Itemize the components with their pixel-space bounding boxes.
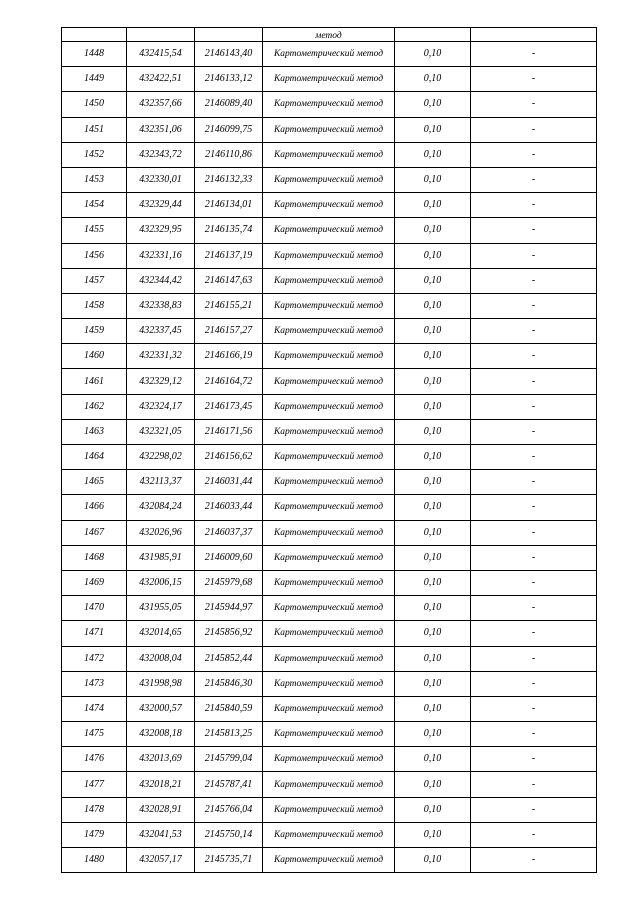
table-row: [62, 470, 597, 495]
table-row: [62, 67, 597, 92]
cell-x-coordinate: 431985,91: [127, 545, 195, 570]
cell-accuracy: 0,10: [395, 545, 471, 570]
cell-note: -: [471, 319, 597, 344]
cell-accuracy: 0,10: [395, 419, 471, 444]
cell-y-coordinate: 2145787,41: [195, 772, 263, 797]
cell-x-coordinate: 432415,54: [127, 42, 195, 67]
table-row: [62, 445, 597, 470]
cell-accuracy: 0,10: [395, 67, 471, 92]
cell-y-coordinate: 2145856,92: [195, 621, 263, 646]
cell-method: Картометрический метод: [263, 268, 395, 293]
cell-x-coordinate: 432337,45: [127, 319, 195, 344]
cell-note: -: [471, 671, 597, 696]
table-row: [62, 319, 597, 344]
cell-point-number: 1469: [62, 570, 127, 595]
cell-note: -: [471, 268, 597, 293]
cell-note: [471, 28, 597, 42]
cell-accuracy: 0,10: [395, 747, 471, 772]
table-row-fragment: [62, 28, 597, 42]
table-row: [62, 142, 597, 167]
cell-accuracy: 0,10: [395, 797, 471, 822]
cell-accuracy: 0,10: [395, 142, 471, 167]
cell-point-number: 1458: [62, 293, 127, 318]
cell-point-number: 1464: [62, 445, 127, 470]
cell-point-number: 1474: [62, 696, 127, 721]
cell-method: Картометрический метод: [263, 621, 395, 646]
cell-method: Картометрический метод: [263, 419, 395, 444]
cell-y-coordinate: 2145766,04: [195, 797, 263, 822]
cell-point-number: 1453: [62, 167, 127, 192]
cell-x-coordinate: 432028,91: [127, 797, 195, 822]
table-row: [62, 495, 597, 520]
cell-note: -: [471, 495, 597, 520]
table-row: [62, 193, 597, 218]
cell-x-coordinate: 432013,69: [127, 747, 195, 772]
cell-method: Картометрический метод: [263, 520, 395, 545]
cell-accuracy: 0,10: [395, 470, 471, 495]
cell-y-coordinate: 2145979,68: [195, 570, 263, 595]
table-row: [62, 797, 597, 822]
table-row: [62, 92, 597, 117]
cell-note: -: [471, 822, 597, 847]
cell-x-coordinate: 432324,17: [127, 394, 195, 419]
cell-x-coordinate: [127, 28, 195, 42]
cell-method: Картометрический метод: [263, 394, 395, 419]
cell-method: Картометрический метод: [263, 646, 395, 671]
cell-accuracy: 0,10: [395, 848, 471, 873]
table-row: [62, 167, 597, 192]
table-row: [62, 570, 597, 595]
cell-point-number: 1456: [62, 243, 127, 268]
table-row: [62, 268, 597, 293]
cell-point-number: 1466: [62, 495, 127, 520]
cell-note: -: [471, 42, 597, 67]
cell-y-coordinate: 2146173,45: [195, 394, 263, 419]
cell-point-number: 1471: [62, 621, 127, 646]
cell-x-coordinate: 432113,37: [127, 470, 195, 495]
cell-method: Картометрический метод: [263, 671, 395, 696]
cell-note: -: [471, 570, 597, 595]
cell-method: Картометрический метод: [263, 167, 395, 192]
cell-x-coordinate: 432298,02: [127, 445, 195, 470]
cell-x-coordinate: 432084,24: [127, 495, 195, 520]
cell-y-coordinate: 2146089,40: [195, 92, 263, 117]
cell-method: Картометрический метод: [263, 369, 395, 394]
cell-point-number: 1475: [62, 722, 127, 747]
cell-method: Картометрический метод: [263, 772, 395, 797]
cell-x-coordinate: 432329,12: [127, 369, 195, 394]
cell-point-number: 1449: [62, 67, 127, 92]
table-row: [62, 722, 597, 747]
cell-method: Картометрический метод: [263, 193, 395, 218]
cell-x-coordinate: 432338,83: [127, 293, 195, 318]
cell-point-number: [62, 28, 127, 42]
cell-method: Картометрический метод: [263, 495, 395, 520]
cell-point-number: 1463: [62, 419, 127, 444]
cell-x-coordinate: 432014,65: [127, 621, 195, 646]
cell-y-coordinate: [195, 28, 263, 42]
cell-point-number: 1454: [62, 193, 127, 218]
cell-note: -: [471, 646, 597, 671]
cell-note: -: [471, 92, 597, 117]
cell-accuracy: 0,10: [395, 319, 471, 344]
table-row: [62, 344, 597, 369]
cell-note: -: [471, 344, 597, 369]
cell-accuracy: 0,10: [395, 369, 471, 394]
cell-point-number: 1479: [62, 822, 127, 847]
cell-y-coordinate: 2146166,19: [195, 344, 263, 369]
cell-accuracy: 0,10: [395, 243, 471, 268]
table-row: [62, 747, 597, 772]
cell-point-number: 1467: [62, 520, 127, 545]
cell-accuracy: 0,10: [395, 293, 471, 318]
table-row: [62, 696, 597, 721]
cell-method: Картометрический метод: [263, 319, 395, 344]
cell-method: Картометрический метод: [263, 445, 395, 470]
cell-y-coordinate: 2146132,33: [195, 167, 263, 192]
cell-point-number: 1459: [62, 319, 127, 344]
cell-y-coordinate: 2146164,72: [195, 369, 263, 394]
cell-note: -: [471, 117, 597, 142]
cell-method: Картометрический метод: [263, 848, 395, 873]
cell-accuracy: 0,10: [395, 495, 471, 520]
cell-x-coordinate: 432329,95: [127, 218, 195, 243]
cell-note: -: [471, 747, 597, 772]
cell-method: Картометрический метод: [263, 117, 395, 142]
cell-y-coordinate: 2146147,63: [195, 268, 263, 293]
cell-note: -: [471, 67, 597, 92]
cell-accuracy: 0,10: [395, 696, 471, 721]
cell-accuracy: 0,10: [395, 596, 471, 621]
cell-method: Картометрический метод: [263, 570, 395, 595]
cell-method: Картометрический метод: [263, 797, 395, 822]
cell-accuracy: 0,10: [395, 671, 471, 696]
cell-x-coordinate: 432000,57: [127, 696, 195, 721]
cell-x-coordinate: 431998,98: [127, 671, 195, 696]
cell-x-coordinate: 431955,05: [127, 596, 195, 621]
cell-method: Картометрический метод: [263, 92, 395, 117]
table-row: [62, 822, 597, 847]
cell-point-number: 1470: [62, 596, 127, 621]
cell-x-coordinate: 432357,66: [127, 92, 195, 117]
cell-point-number: 1473: [62, 671, 127, 696]
cell-y-coordinate: 2145813,25: [195, 722, 263, 747]
cell-method: Картометрический метод: [263, 344, 395, 369]
cell-point-number: 1462: [62, 394, 127, 419]
cell-y-coordinate: 2146110,86: [195, 142, 263, 167]
cell-point-number: 1450: [62, 92, 127, 117]
cell-y-coordinate: 2146157,27: [195, 319, 263, 344]
table-row: [62, 218, 597, 243]
cell-method: Картометрический метод: [263, 545, 395, 570]
coordinates-table: [61, 27, 597, 873]
cell-accuracy: 0,10: [395, 722, 471, 747]
cell-y-coordinate: 2146031,44: [195, 470, 263, 495]
table-row: [62, 646, 597, 671]
cell-point-number: 1448: [62, 42, 127, 67]
cell-accuracy: 0,10: [395, 167, 471, 192]
cell-note: -: [471, 419, 597, 444]
table-row: [62, 596, 597, 621]
cell-y-coordinate: 2145852,44: [195, 646, 263, 671]
cell-note: -: [471, 193, 597, 218]
cell-accuracy: 0,10: [395, 772, 471, 797]
cell-x-coordinate: 432351,06: [127, 117, 195, 142]
cell-y-coordinate: 2146037,37: [195, 520, 263, 545]
cell-point-number: 1460: [62, 344, 127, 369]
cell-accuracy: 0,10: [395, 193, 471, 218]
cell-point-number: 1472: [62, 646, 127, 671]
cell-x-coordinate: 432329,44: [127, 193, 195, 218]
cell-method: Картометрический метод: [263, 822, 395, 847]
cell-y-coordinate: 2146137,19: [195, 243, 263, 268]
table-row: [62, 772, 597, 797]
cell-accuracy: 0,10: [395, 344, 471, 369]
cell-accuracy: 0,10: [395, 218, 471, 243]
cell-method: Картометрический метод: [263, 42, 395, 67]
cell-method: Картометрический метод: [263, 596, 395, 621]
cell-note: -: [471, 445, 597, 470]
cell-method: Картометрический метод: [263, 293, 395, 318]
cell-x-coordinate: 432422,51: [127, 67, 195, 92]
cell-y-coordinate: 2146099,75: [195, 117, 263, 142]
table-row: [62, 293, 597, 318]
table-row: [62, 621, 597, 646]
cell-y-coordinate: 2145735,71: [195, 848, 263, 873]
cell-note: -: [471, 596, 597, 621]
cell-accuracy: [395, 28, 471, 42]
cell-note: -: [471, 545, 597, 570]
cell-accuracy: 0,10: [395, 117, 471, 142]
cell-method: Картометрический метод: [263, 243, 395, 268]
cell-x-coordinate: 432008,18: [127, 722, 195, 747]
cell-accuracy: 0,10: [395, 92, 471, 117]
cell-point-number: 1477: [62, 772, 127, 797]
cell-method: метод: [263, 28, 395, 42]
cell-point-number: 1468: [62, 545, 127, 570]
coordinates-table-body: [62, 28, 597, 873]
cell-point-number: 1478: [62, 797, 127, 822]
cell-y-coordinate: 2146155,21: [195, 293, 263, 318]
cell-method: Картометрический метод: [263, 470, 395, 495]
cell-note: -: [471, 696, 597, 721]
cell-accuracy: 0,10: [395, 822, 471, 847]
table-row: [62, 419, 597, 444]
cell-y-coordinate: 2145944,97: [195, 596, 263, 621]
cell-x-coordinate: 432331,16: [127, 243, 195, 268]
cell-note: -: [471, 218, 597, 243]
cell-x-coordinate: 432343,72: [127, 142, 195, 167]
cell-x-coordinate: 432008,04: [127, 646, 195, 671]
cell-point-number: 1457: [62, 268, 127, 293]
cell-note: -: [471, 772, 597, 797]
cell-note: -: [471, 621, 597, 646]
cell-note: -: [471, 520, 597, 545]
cell-method: Картометрический метод: [263, 218, 395, 243]
cell-y-coordinate: 2146133,12: [195, 67, 263, 92]
table-row: [62, 42, 597, 67]
cell-x-coordinate: 432041,53: [127, 822, 195, 847]
cell-accuracy: 0,10: [395, 621, 471, 646]
table-row: [62, 117, 597, 142]
cell-note: -: [471, 848, 597, 873]
table-row: [62, 545, 597, 570]
cell-note: -: [471, 797, 597, 822]
cell-point-number: 1480: [62, 848, 127, 873]
cell-x-coordinate: 432057,17: [127, 848, 195, 873]
cell-x-coordinate: 432006,15: [127, 570, 195, 595]
cell-point-number: 1465: [62, 470, 127, 495]
cell-accuracy: 0,10: [395, 570, 471, 595]
table-row: [62, 369, 597, 394]
cell-x-coordinate: 432018,21: [127, 772, 195, 797]
cell-note: -: [471, 167, 597, 192]
cell-method: Картометрический метод: [263, 747, 395, 772]
cell-point-number: 1455: [62, 218, 127, 243]
cell-note: -: [471, 470, 597, 495]
cell-x-coordinate: 432330,01: [127, 167, 195, 192]
table-row: [62, 848, 597, 873]
cell-x-coordinate: 432344,42: [127, 268, 195, 293]
cell-note: -: [471, 369, 597, 394]
cell-point-number: 1452: [62, 142, 127, 167]
cell-accuracy: 0,10: [395, 42, 471, 67]
cell-y-coordinate: 2146171,56: [195, 419, 263, 444]
cell-y-coordinate: 2146033,44: [195, 495, 263, 520]
cell-accuracy: 0,10: [395, 646, 471, 671]
table-row: [62, 520, 597, 545]
table-row: [62, 243, 597, 268]
cell-x-coordinate: 432321,05: [127, 419, 195, 444]
cell-note: -: [471, 142, 597, 167]
cell-method: Картометрический метод: [263, 722, 395, 747]
cell-x-coordinate: 432026,96: [127, 520, 195, 545]
cell-method: Картометрический метод: [263, 67, 395, 92]
cell-accuracy: 0,10: [395, 394, 471, 419]
cell-y-coordinate: 2146156,62: [195, 445, 263, 470]
cell-method: Картометрический метод: [263, 142, 395, 167]
cell-y-coordinate: 2146135,74: [195, 218, 263, 243]
cell-y-coordinate: 2145799,04: [195, 747, 263, 772]
cell-accuracy: 0,10: [395, 268, 471, 293]
cell-x-coordinate: 432331,32: [127, 344, 195, 369]
table-row: [62, 671, 597, 696]
cell-y-coordinate: 2146009,60: [195, 545, 263, 570]
cell-accuracy: 0,10: [395, 445, 471, 470]
cell-y-coordinate: 2146134,01: [195, 193, 263, 218]
cell-point-number: 1476: [62, 747, 127, 772]
cell-accuracy: 0,10: [395, 520, 471, 545]
cell-note: -: [471, 722, 597, 747]
cell-note: -: [471, 293, 597, 318]
cell-point-number: 1451: [62, 117, 127, 142]
table-row: [62, 394, 597, 419]
cell-point-number: 1461: [62, 369, 127, 394]
cell-y-coordinate: 2145846,30: [195, 671, 263, 696]
cell-method: Картометрический метод: [263, 696, 395, 721]
cell-y-coordinate: 2145750,14: [195, 822, 263, 847]
cell-y-coordinate: 2146143,40: [195, 42, 263, 67]
cell-note: -: [471, 243, 597, 268]
cell-y-coordinate: 2145840,59: [195, 696, 263, 721]
cell-note: -: [471, 394, 597, 419]
